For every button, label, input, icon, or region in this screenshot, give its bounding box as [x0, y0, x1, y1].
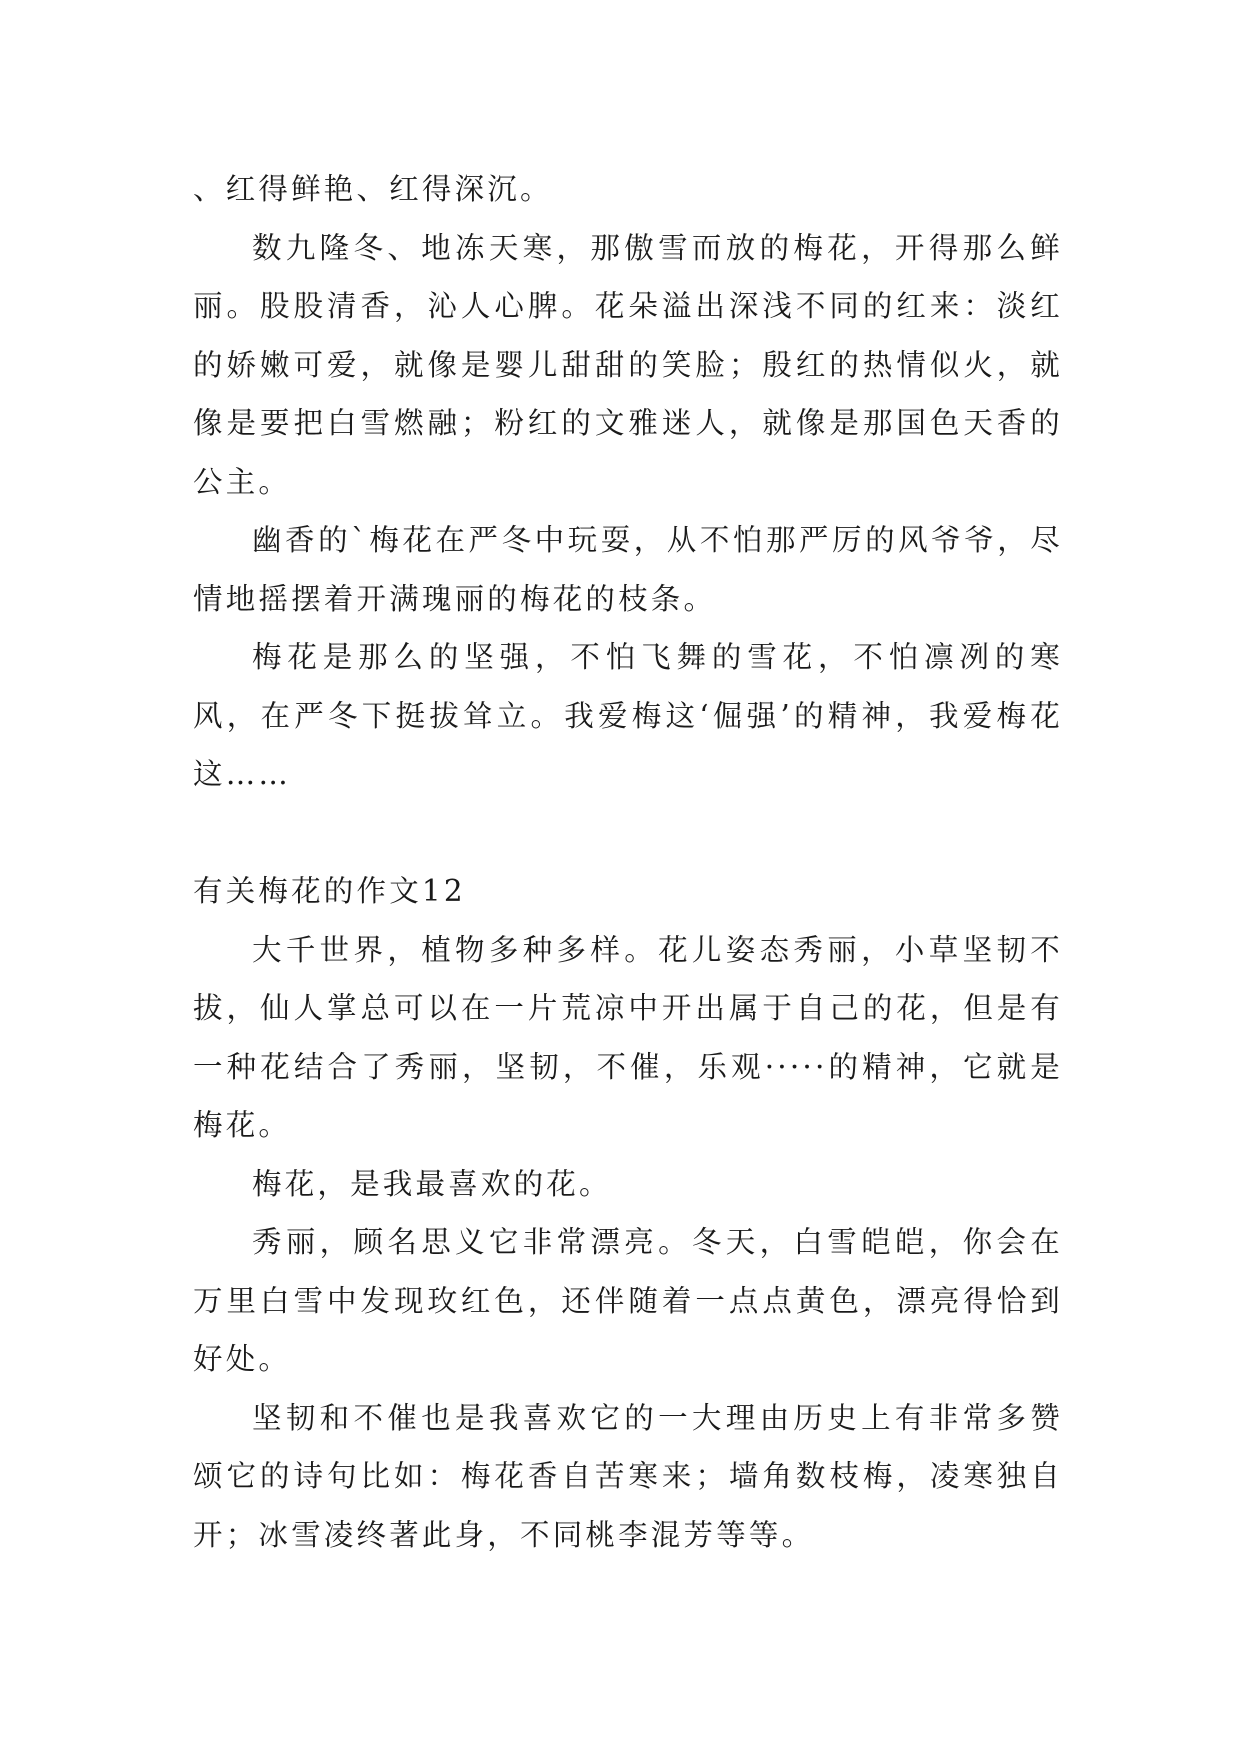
paragraph: 幽香的`梅花在严冬中玩耍，从不怕那严厉的风爷爷，尽情地摇摆着开满瑰丽的梅花的枝条。	[193, 523, 1063, 616]
section-heading: 有关梅花的作文12	[193, 874, 466, 908]
paragraph: 坚韧和不催也是我喜欢它的一大理由历史上有非常多赞颂它的诗句比如：梅花香自苦寒来；墙角数枝梅，凌寒独自开；冰雪凌终著此身，不同桃李混芳等等。	[193, 1400, 1063, 1552]
paragraph: 梅花是那么的坚强，不怕飞舞的雪花，不怕凛冽的寒风，在严冬下挺拔耸立。我爱梅这‘倔强’的精神，我爱梅花这……	[193, 640, 1063, 791]
paragraph-continuation: 、红得鲜艳、红得深沉。	[193, 172, 553, 206]
paragraph: 大千世界，植物多种多样。花儿姿态秀丽，小草坚韧不拔，仙人掌总可以在一片荒凉中开出属于自己的花，但是有一种花结合了秀丽，坚韧，不催，乐观·····的精神，它就是梅花。	[193, 932, 1063, 1142]
paragraph: 梅花，是我最喜欢的花。	[252, 1166, 612, 1201]
section-spacer	[193, 804, 1063, 863]
paragraph: 数九隆冬、地冻天寒，那傲雪而放的梅花，开得那么鲜丽。股股清香，沁人心脾。花朵溢出深浅不同的红来：淡红的娇嫩可爱，就像是婴儿甜甜的笑脸；殷红的热情似火，就像是要把白雪燃融；粉红的文雅迷人，就像是那国色天香的公主。	[193, 230, 1063, 499]
paragraph: 秀丽，顾名思义它非常漂亮。冬天，白雪皑皑，你会在万里白雪中发现玫红色，还伴随着一点点黄色，漂亮得恰到好处。	[193, 1225, 1063, 1376]
document-body	[193, 160, 1063, 1564]
